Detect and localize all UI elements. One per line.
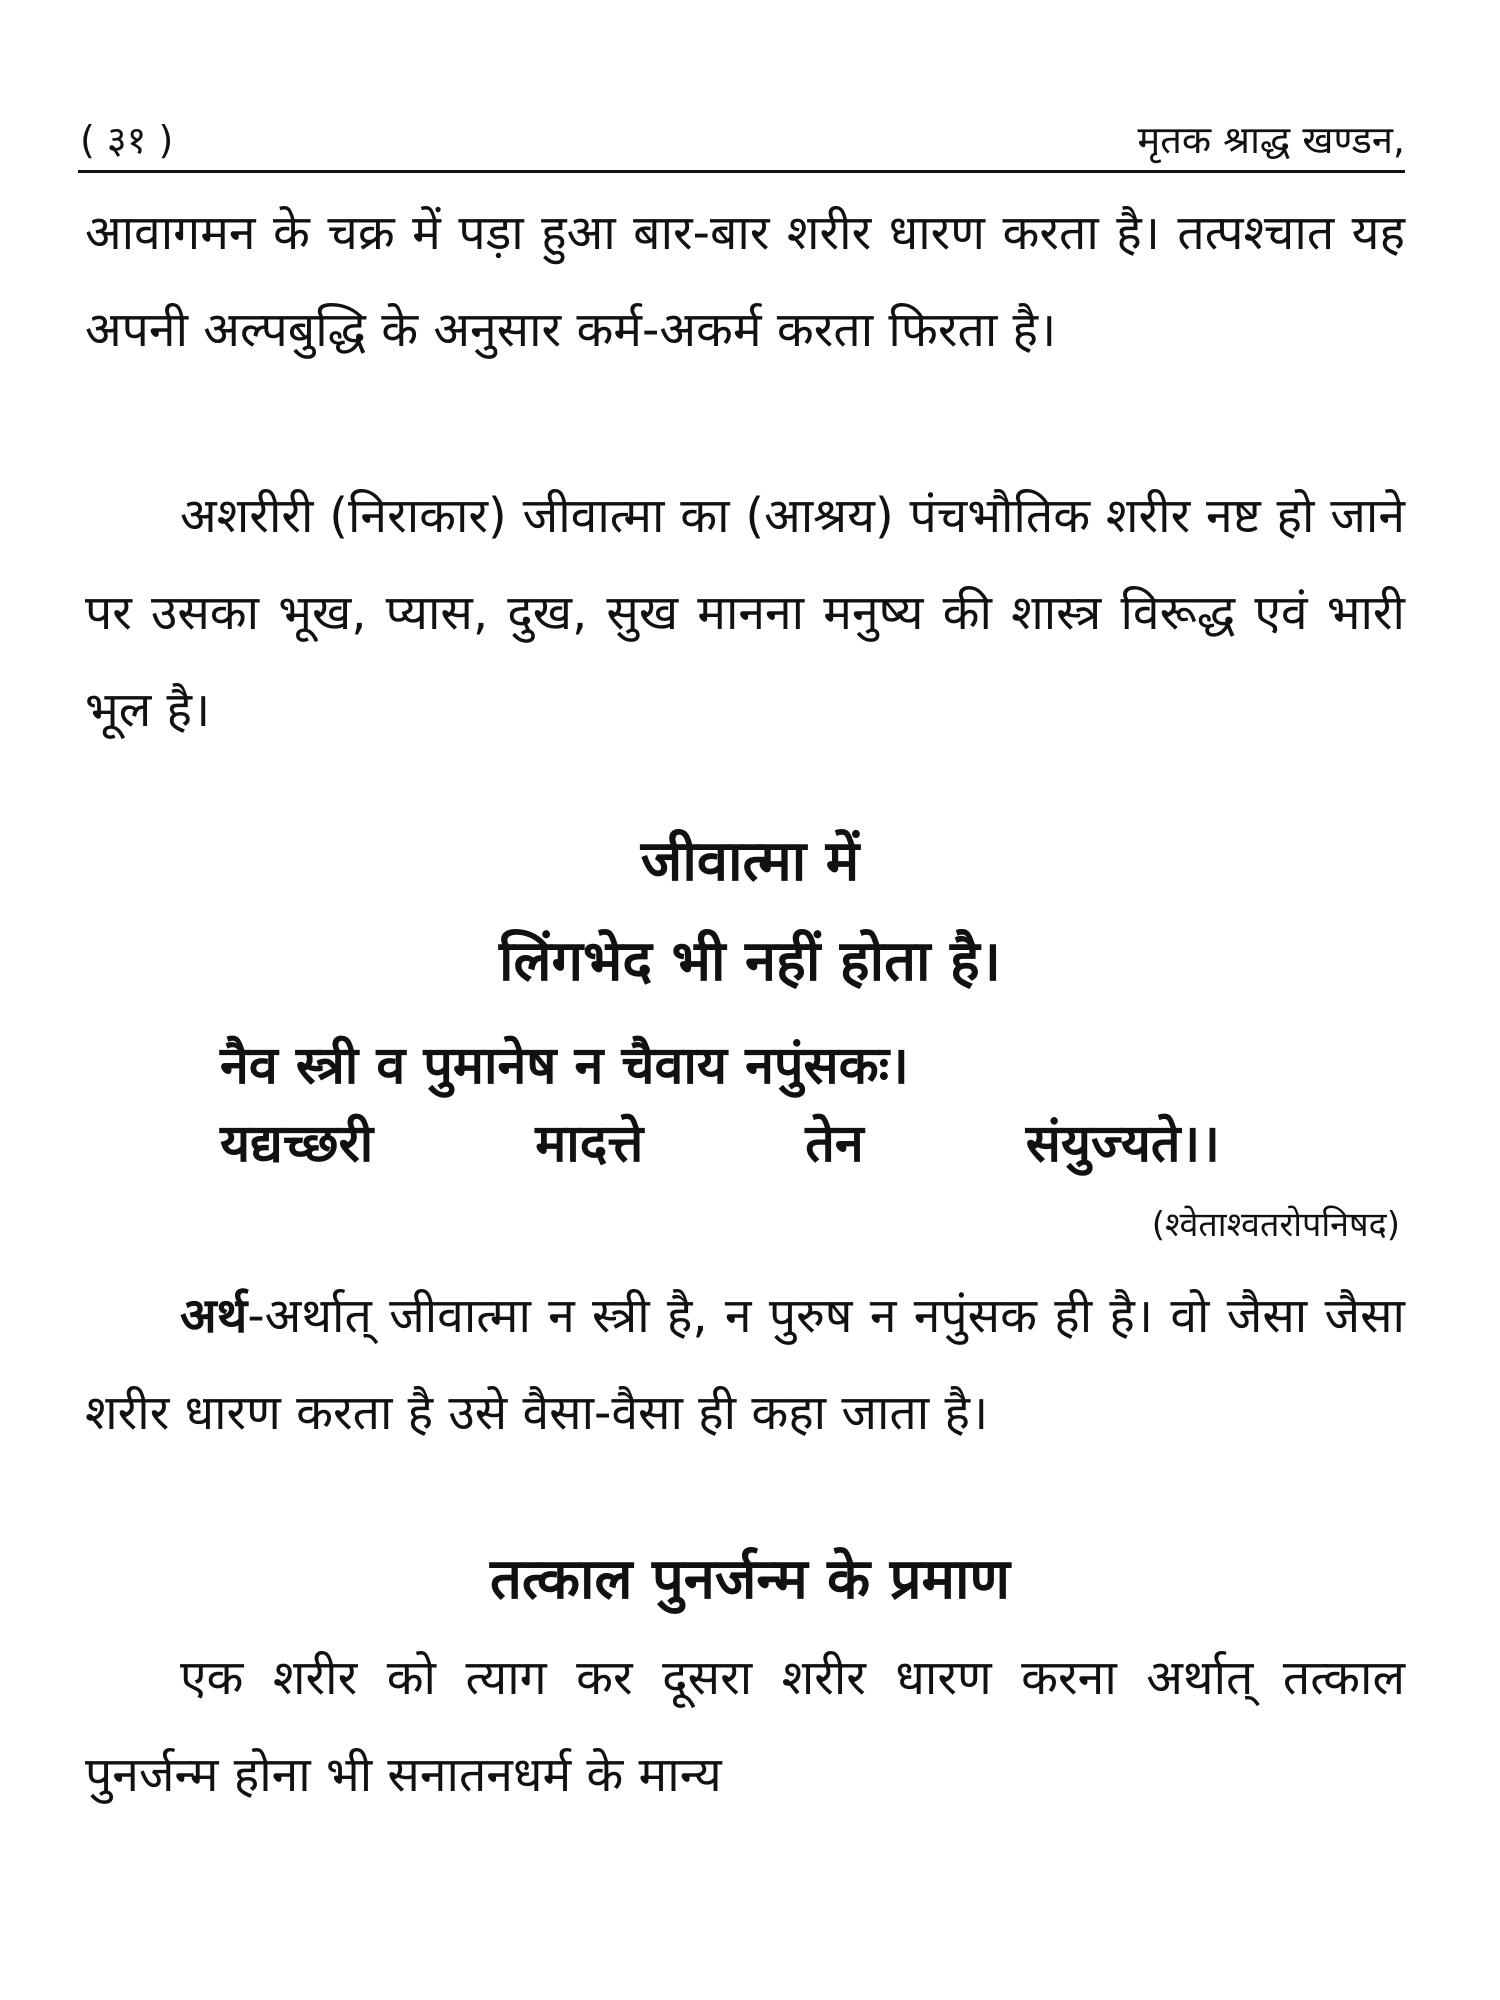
verse-word: मादत्ते xyxy=(535,1114,644,1174)
heading-immediate-rebirth: तत्काल पुनर्जन्म के प्रमाण xyxy=(489,1547,1011,1612)
paragraph-final: एक शरीर को त्याग कर दूसरा शरीर धारण करना अर्थात् तत्काल पुनर्जन्म होना भी सनातनधर्म के मान्य xyxy=(85,1650,1405,1803)
paragraph-bodiless-soul: अशरीरी (निराकार) जीवात्मा का (आश्रय) पंचभौतिक शरीर नष्ट हो जाने पर उसका भूख, प्यास, दुख, सुख मानना मनुष्य की शास्त्र विरूद्ध एवं भारी भूल है। xyxy=(85,488,1405,738)
page-number: ( ३१ ) xyxy=(80,118,174,162)
verse-line-2 xyxy=(220,1108,1220,1180)
verse-word: तेन xyxy=(805,1114,864,1174)
heading-soul-line1: जीवात्मा में xyxy=(640,829,860,894)
meaning-label: अर्थ xyxy=(180,1288,248,1344)
verse-word: संयुज्यते।। xyxy=(1025,1114,1220,1174)
verse-source: (श्वेताश्वतरोपनिषद) xyxy=(1151,1205,1400,1245)
verse-word: यद्यच्छरी xyxy=(220,1114,374,1174)
paragraph-meaning xyxy=(85,1268,1405,1462)
paragraph-rebirth-cycle: आवागमन के चक्र में पड़ा हुआ बार-बार शरीर धारण करता है। तत्पश्चात यह अपनी अल्पबुद्धि के अनुसार कर्म-अकर्म करता फिरता है। xyxy=(85,205,1405,358)
verse-line-1: नैव स्त्री व पुमानेष न चैवाय नपुंसकः। xyxy=(220,1036,909,1096)
book-title: मृतक श्राद्ध खण्डन, xyxy=(1137,118,1405,162)
header-rule xyxy=(78,170,1405,173)
heading-soul-line2: लिंगभेद भी नहीं होता है। xyxy=(499,929,1001,994)
page-header xyxy=(80,110,1405,170)
meaning-text: -अर्थात् जीवात्मा न स्त्री है, न पुरुष न नपुंसक ही है। वो जैसा जैसा शरीर धारण करता है उसे वैसा-वैसा ही कहा जाता है। xyxy=(85,1288,1405,1441)
